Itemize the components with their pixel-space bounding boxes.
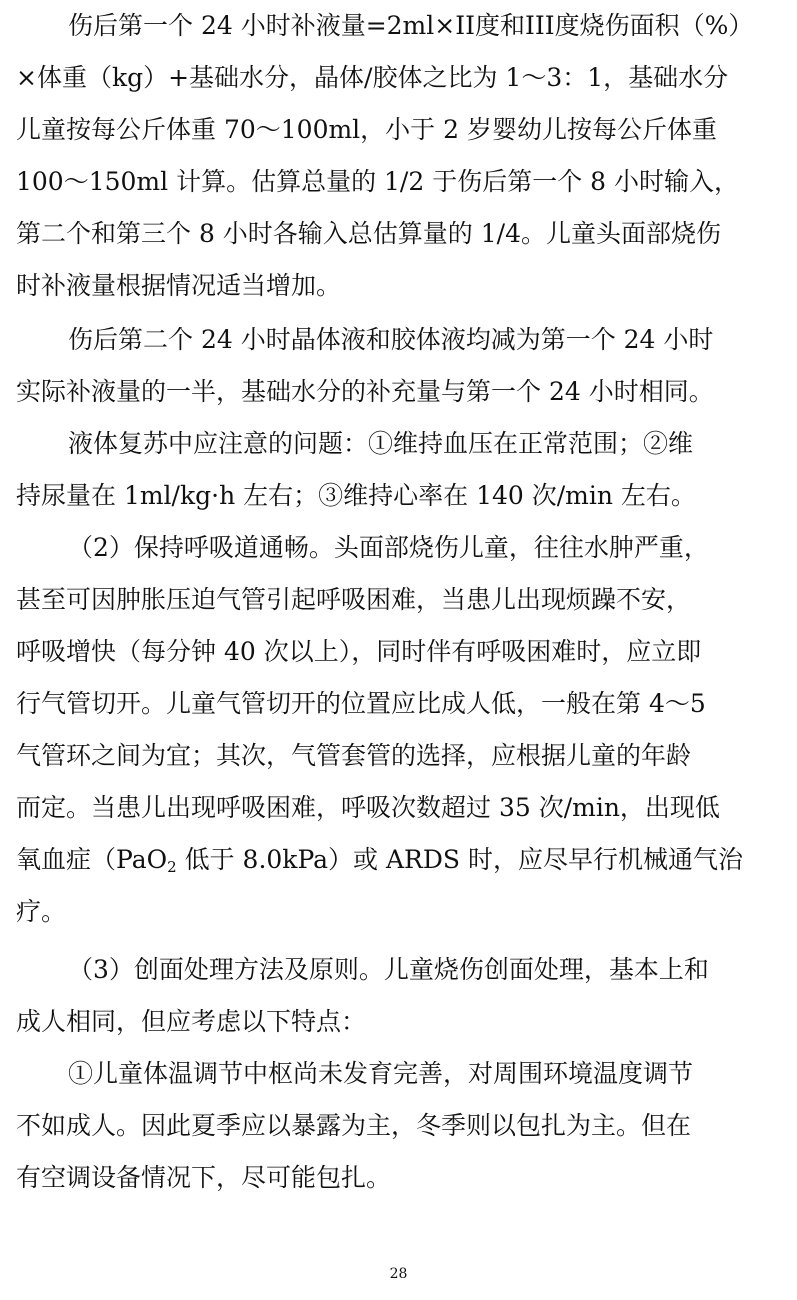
paragraph-3-line-1: 液体复苏中应注意的问题：①维持血压在正常范围；②维: [68, 429, 694, 458]
paragraph-1-line-2: ×体重（kg）+基础水分，晶体/胶体之比为 1～3：1，基础水分: [16, 63, 729, 92]
paragraph-2-line-1: 伤后第二个 24 小时晶体液和胶体液均减为第一个 24 小时: [68, 325, 714, 354]
paragraph-6-line-2: 不如成人。因此夏季应以暴露为主，冬季则以包扎为主。但在: [16, 1111, 692, 1140]
pao2-subscript: 2: [167, 858, 177, 876]
paragraph-5-line-1: （3）创面处理方法及原则。儿童烧伤创面处理，基本上和: [68, 955, 709, 984]
paragraph-6-line-3: 有空调设备情况下，尽可能包扎。: [16, 1163, 392, 1192]
paragraph-3-line-2: 持尿量在 1ml/kg·h 左右；③维持心率在 140 次/min 左右。: [16, 481, 696, 510]
paragraph-1-line-1: 伤后第一个 24 小时补液量=2ml×II度和III度烧伤面积（%）: [68, 11, 754, 40]
paragraph-4-line-1: （2）保持呼吸道通畅。头面部烧伤儿童，往往水肿严重，: [68, 533, 709, 562]
paragraph-5-line-2: 成人相同，但应考虑以下特点：: [16, 1007, 367, 1036]
paragraph-4-line-2: 甚至可因肿胀压迫气管引起呼吸困难，当患儿出现烦躁不安，: [16, 585, 692, 614]
paragraph-6-line-1: ①儿童体温调节中枢尚未发育完善，对周围环境温度调节: [68, 1059, 694, 1088]
paragraph-4-line-8: 疗。: [16, 897, 67, 926]
page-number: 28: [389, 1266, 408, 1282]
paragraph-1-line-3: 儿童按每公斤体重 70～100ml，小于 2 岁婴幼儿按每公斤体重: [16, 115, 717, 144]
paragraph-4-line-4: 行气管切开。儿童气管切开的位置应比成人低，一般在第 4～5: [16, 689, 706, 718]
pao2-text-before: 氧血症（PaO: [16, 845, 168, 874]
paragraph-2-line-2: 实际补液量的一半，基础水分的补充量与第一个 24 小时相同。: [16, 377, 714, 406]
pao2-text-after: 低于 8.0kPa）或 ARDS 时，应尽早行机械通气治: [176, 845, 744, 874]
paragraph-1-line-5: 第二个和第三个 8 小时各输入总估算量的 1/4。儿童头面部烧伤: [16, 219, 721, 248]
paragraph-4-line-3: 呼吸增快（每分钟 40 次以上），同时伴有呼吸困难时，应立即: [16, 637, 702, 666]
paragraph-1-line-4: 100～150ml 计算。估算总量的 1/2 于伤后第一个 8 小时输入，: [16, 167, 740, 196]
paragraph-1-line-6: 时补液量根据情况适当增加。: [16, 271, 342, 300]
paragraph-4-line-5: 气管环之间为宜；其次，气管套管的选择，应根据儿童的年龄: [16, 741, 692, 770]
paragraph-4-line-7: [16, 840, 743, 880]
paragraph-4-line-6: 而定。当患儿出现呼吸困难，呼吸次数超过 35 次/min，出现低: [16, 793, 720, 822]
